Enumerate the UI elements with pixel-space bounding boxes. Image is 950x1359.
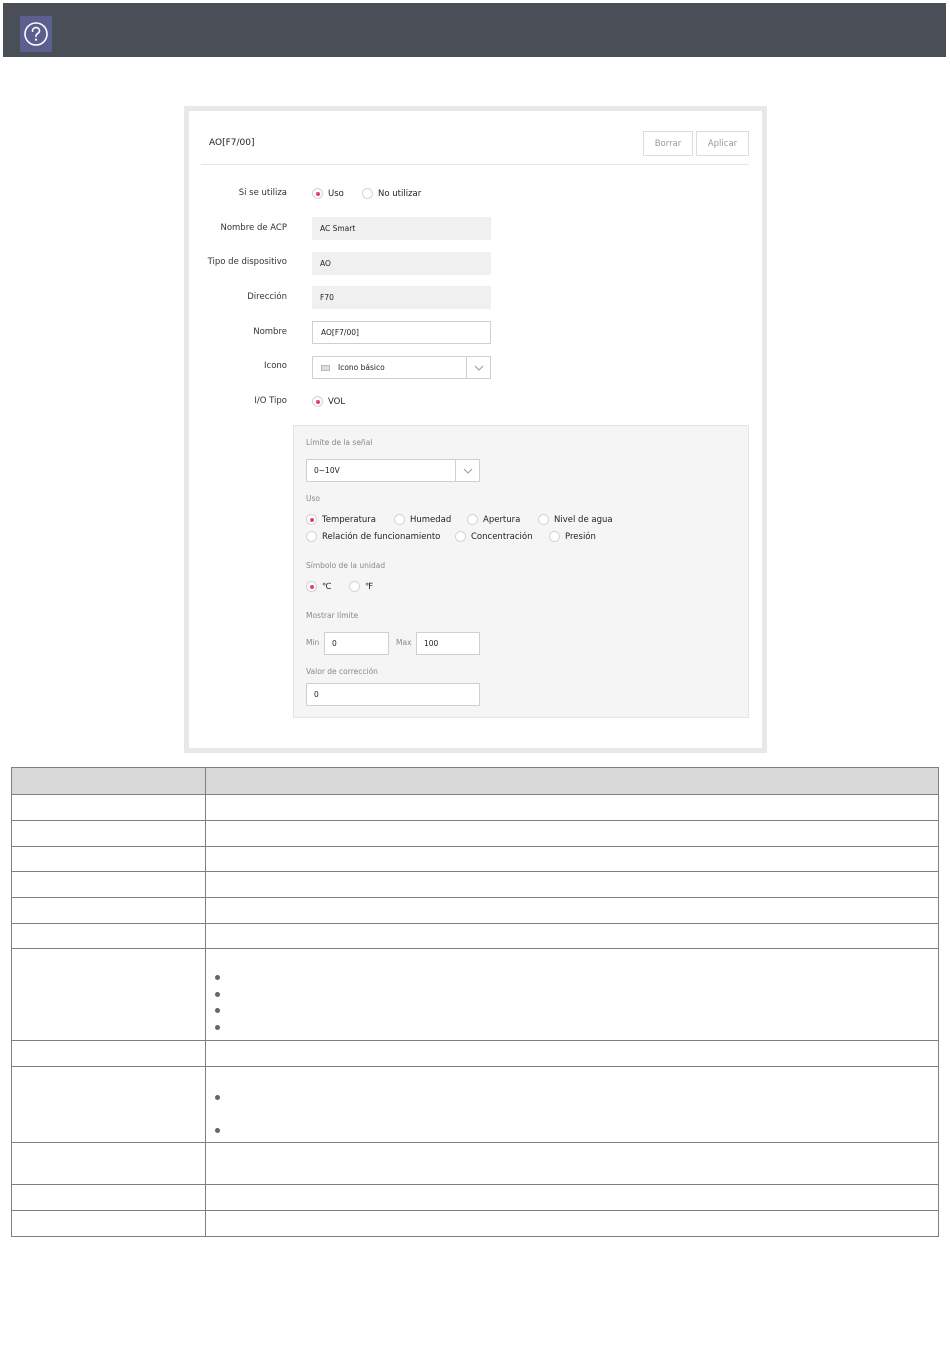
table-cell (206, 1185, 939, 1211)
unit-radio-celsius[interactable] (306, 581, 332, 592)
use-radio-pressure[interactable] (549, 531, 596, 542)
address-field: F70 (312, 286, 491, 309)
basic-device-icon (321, 365, 330, 371)
table-cell (12, 872, 206, 898)
usage-radio-use[interactable] (312, 188, 344, 199)
use-option-label: Temperatura (322, 514, 377, 525)
table-cell (12, 1041, 206, 1067)
acp-name-field: AC Smart (312, 217, 491, 240)
use-option-label: Apertura (483, 514, 521, 525)
unit-option-label: ℃ (322, 581, 332, 592)
use-option-label: Concentración (471, 531, 533, 542)
address-label: Dirección (247, 292, 287, 302)
use-label: Uso (306, 494, 320, 503)
radio-unselected-icon (538, 514, 549, 525)
table-row (12, 924, 939, 949)
table-row (12, 872, 939, 898)
table-cell (12, 949, 206, 1041)
use-option-label: Nivel de agua (554, 514, 613, 525)
delete-button[interactable]: Borrar (643, 131, 693, 156)
device-type-label: Tipo de dispositivo (207, 257, 287, 267)
icon-select[interactable] (312, 356, 491, 379)
io-type-radio-vol[interactable] (312, 396, 345, 407)
table-cell (12, 821, 206, 847)
table-cell (12, 795, 206, 821)
help-button[interactable] (20, 16, 52, 52)
acp-name-label: Nombre de ACP (220, 223, 287, 233)
settings-panel (189, 111, 762, 748)
radio-unselected-icon (455, 531, 466, 542)
radio-unselected-icon (394, 514, 405, 525)
use-radio-operation-ratio[interactable] (306, 531, 440, 542)
max-input[interactable]: 100 (416, 632, 480, 655)
radio-unselected-icon (467, 514, 478, 525)
use-radio-water-level[interactable] (538, 514, 613, 525)
table-cell (206, 847, 939, 872)
table-row (12, 1143, 939, 1185)
table-row (12, 847, 939, 872)
io-type-option-label: VOL (328, 396, 346, 407)
use-option-label: Humedad (410, 514, 452, 525)
usage-option-label: No utilizar (378, 188, 422, 199)
icon-select-value: Icono básico (338, 363, 385, 372)
table-row (12, 795, 939, 821)
top-bar (3, 3, 946, 57)
chevron-down-icon (455, 460, 479, 481)
use-radio-concentration[interactable] (455, 531, 532, 542)
table-row (12, 1041, 939, 1067)
max-label: Max (396, 638, 412, 647)
radio-unselected-icon (362, 188, 373, 199)
panel-title: AO[F7/00] (209, 138, 255, 148)
table-cell (12, 768, 206, 795)
use-radio-humidity[interactable] (394, 514, 451, 525)
apply-button[interactable]: Aplicar (696, 131, 749, 156)
usage-label: Si se utiliza (238, 188, 287, 198)
header-divider (201, 164, 749, 165)
unit-radio-fahrenheit[interactable] (349, 581, 373, 592)
device-type-field: AO (312, 252, 491, 275)
radio-selected-icon (306, 581, 317, 592)
usage-radio-not-use[interactable] (362, 188, 421, 199)
radio-unselected-icon (306, 531, 317, 542)
icon-label: Icono (264, 361, 287, 371)
table-cell (206, 898, 939, 924)
table-row (12, 1211, 939, 1237)
question-circle-icon (23, 21, 49, 47)
display-limit-label: Mostrar límite (306, 611, 359, 620)
bullet-icon (206, 986, 938, 1003)
use-radio-temperature[interactable] (306, 514, 376, 525)
table-cell (12, 924, 206, 949)
bullet-icon (206, 1002, 938, 1019)
table-cell (206, 924, 939, 949)
table-cell (206, 872, 939, 898)
table-cell (12, 1143, 206, 1185)
bullet-icon (206, 1089, 938, 1106)
name-input[interactable]: AO[F7/00] (312, 321, 491, 344)
unit-option-label: ℉ (365, 581, 374, 592)
signal-settings-box (293, 425, 749, 718)
io-type-label: I/O Tipo (254, 396, 287, 406)
table-cell (206, 1143, 939, 1185)
table-cell (206, 1211, 939, 1237)
signal-limit-value: 0~10V (314, 466, 340, 475)
correction-label: Valor de corrección (306, 667, 378, 676)
table-cell (12, 898, 206, 924)
radio-selected-icon (306, 514, 317, 525)
signal-limit-label: Límite de la señal (306, 438, 373, 447)
table-cell (12, 1067, 206, 1143)
table-cell (12, 847, 206, 872)
bullet-icon (206, 1019, 938, 1036)
min-label: Min (306, 638, 320, 647)
correction-input[interactable]: 0 (306, 683, 480, 706)
radio-selected-icon (312, 396, 323, 407)
use-radio-opening[interactable] (467, 514, 520, 525)
radio-selected-icon (312, 188, 323, 199)
settings-panel-frame (184, 106, 767, 753)
table-row (12, 1185, 939, 1211)
table-cell (206, 949, 939, 1041)
table-row (12, 898, 939, 924)
table-cell (206, 1041, 939, 1067)
use-option-label: Relación de funcionamiento (322, 531, 441, 542)
table-row (12, 949, 939, 1041)
use-option-label: Presión (565, 531, 596, 542)
min-input[interactable]: 0 (324, 632, 389, 655)
table-cell (206, 795, 939, 821)
table-cell (12, 1185, 206, 1211)
signal-limit-select[interactable] (306, 459, 480, 482)
table-cell (12, 1211, 206, 1237)
reference-table (11, 767, 939, 1237)
table-cell (206, 1067, 939, 1143)
radio-unselected-icon (549, 531, 560, 542)
bullet-icon (206, 1122, 938, 1139)
table-cell (206, 768, 939, 795)
radio-unselected-icon (349, 581, 360, 592)
table-row (12, 821, 939, 847)
name-label: Nombre (253, 327, 287, 337)
table-header-row (12, 768, 939, 795)
usage-option-label: Uso (328, 188, 344, 199)
table-cell (206, 821, 939, 847)
bullet-icon (206, 969, 938, 986)
unit-symbol-label: Símbolo de la unidad (306, 561, 386, 570)
chevron-down-icon (466, 357, 490, 378)
table-row (12, 1067, 939, 1143)
